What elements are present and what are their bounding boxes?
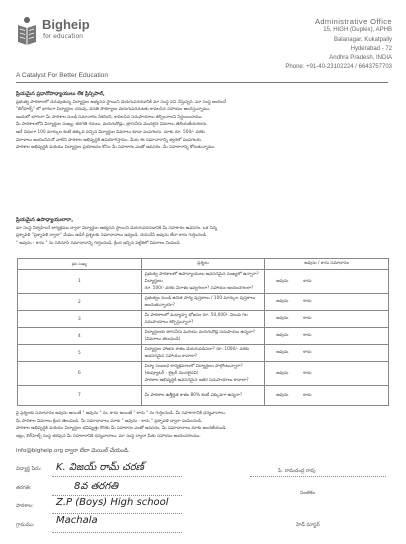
school-label: పాఠశాల: [16,503,34,509]
body-line: ఇందులో భాగంగా మీ పాఠశాల నుండి సమాచారం సేకరించి, కావలసిన సదుపాయాలు కల్పించాలని నిర్ణయించాము. [16,114,203,120]
question-line: విద్యా సంబంధ కార్యక్రమాలలో విద్యార్థులు పాల్గొంటున్నారా? (కంప్యూటర్ - లైబ్రరీ మొదలైనవి) [144,364,243,376]
answer-cell[interactable] [265,362,389,386]
answer-no[interactable]: కాదు [303,299,312,304]
answer-yes[interactable]: అవును [276,370,289,376]
address-line: 15, HIGH (Duplex), APHB [323,27,392,34]
answer-yes[interactable]: అవును [276,350,289,355]
question-line: ప్రభుత్వ పాఠశాలలో ఉపాధ్యాయులు అవసరమైన సంఖ్యలో ఉన్నారా? విద్యార్థులు [144,272,259,284]
answer-cell[interactable] [265,270,389,294]
answer-cell[interactable] [265,294,389,311]
col-header-answer: అవును / కాదు సమాధానం [265,259,389,270]
signatory-name: పి. రామచంద్ర రావు [278,468,316,474]
letter-body [16,91,390,152]
closing-line: పాఠశాల అభివృద్ధికి మరియు విద్యార్థుల భవిష్యత్తు కొరకు మీ సహకారం ఎంతో అవసరం, మీ సమాధానాలు మాకు అందజేయండి. [16,426,227,432]
answer-cell[interactable] [265,328,389,345]
row-number: 5 [18,345,142,362]
row-question [141,328,265,345]
answer-cell[interactable] [265,345,389,362]
bighelp-logo-icon [16,16,38,46]
signature-line [250,476,386,478]
question-line: విద్యార్థులకు తాగునీరు మరియు మరుగుదొడ్ల సదుపాయం ఉన్నదా? (వివరాలు తెలుపండి) [144,330,255,342]
class-label: తరగతి: [16,485,32,491]
salutation: ప్రియమైన ప్రధానోపాధ్యాయులు లేక ప్రిన్సిపాల్, [16,91,105,97]
letter-section-2 [16,217,390,247]
headmaster-label: హెడ్ మాస్టర్ [296,522,320,528]
closing-line: మీ పాఠశాల వివరాలు క్రింద తెలుపండి. మీ సమాధానాలు మాకు " అవును - కాదు " ప్రశ్నావళి ద్వారా పంపించండి. [16,418,203,424]
name-label: విద్యార్థి పేరు: [16,466,42,472]
header-divider [16,82,388,83]
row-number: 4 [18,328,142,345]
row-number: 2 [18,294,142,311]
row-number: 1 [18,270,142,294]
answer-no[interactable]: కాదు [303,392,312,398]
place-line [52,532,182,534]
body-line: "బిగ్‌హెల్ప్" లో భాగంగా విద్యార్థుల చదువు, వసతి సౌకర్యాలు మెరుగుపరచుటకు కావలసిన సహాయం అందిస్తున్నాము. [16,107,211,113]
row-question [141,386,265,406]
answer-yes[interactable]: అవును [276,278,289,284]
answer-yes[interactable]: అవును [276,299,289,304]
row-question [141,270,265,294]
table-header-row [18,259,389,270]
row-question [141,345,265,362]
answer-cell[interactable] [265,311,389,328]
body-line: అదే విధంగా 100 మార్కుల కంటే తక్కువ వచ్చిన విద్యార్థుల వివరాలు కూడా పంపగలరు. మాకు రూ. 500/- వరకు [16,129,205,135]
table-row [18,386,389,406]
answer-no[interactable]: కాదు [303,370,312,376]
body-line: మా సంస్థ నిర్వహించే కార్యక్రమం ద్వారా విద్యార్థుల అభ్యసన స్థాయిని మెరుగుపరచడానికి మీ సహకారం అవసరం. ఒక చిన్న [16,225,218,231]
section-heading: ప్రియమైన ఉపాధ్యాయులారా, [16,217,74,223]
table-row [18,270,389,294]
contact-email[interactable]: info@bighelp.org ద్వారా లేదా మెయిల్ చేయండి. [16,448,130,454]
question-line: ప్రభుత్వం నుండి ఉచిత పాఠ్య పుస్తకాలు / 100 మార్కుల పుస్తకాలు అందుతున్నాయా? [144,296,256,308]
question-line: పాఠశాల అభివృద్ధికి అవసరమైన ఇతర సదుపాయాలు కావాలా? [144,378,249,383]
row-number: 7 [18,386,142,406]
row-question [141,311,265,328]
answer-no[interactable]: కాదు [303,333,312,338]
closing-line: పై ప్రశ్నలకు సమాధానం అవును అయితే " అవును " ను, కాదు అయితే " కాదు " ను గుర్తించండి. మీ సహకారానికి ధన్యవాదాలు. [16,411,227,416]
closing-text [16,410,390,440]
answer-yes[interactable]: అవును [276,316,289,321]
table-row [18,294,389,311]
answer-cell[interactable] [265,386,389,406]
office-address [232,17,392,73]
table-row [18,362,389,386]
question-line: విద్యార్థుల హాజరు శాతం మెరుగుపడినదా? రూ. 1000/- వరకు అవసరమైన సహాయం కావాలా? [144,347,249,359]
col-header-number: క్రమ సంఖ్య [18,259,142,270]
address-line: Andhra Pradesh, INDIA [329,55,392,62]
row-question [141,294,265,311]
body-line: పాఠశాల అభివృద్ధికి మరియు విద్యార్థుల ప్రయోజనం కోసం మీ సహకారం ఎంతో అవసరం. మీ సహకారాన్ని కోరుతున్నాము. [16,145,216,151]
address-title: Administrative Office [314,17,392,26]
place-label: గ్రామము: [16,522,35,528]
body-line: మీ పాఠశాలలోని విద్యార్థుల సంఖ్య, తరగతి గదులు, మరుగుదొడ్లు, త్రాగునీరు మొదలైన వివరాలు తెలియజేయగలరు. [16,122,208,128]
closing-line: ఇట్లు, బిగ్‌హెల్ప్ సంస్థ తరఫున మీ సహకారానికి ధన్యవాదాలు, మా సంస్థ ద్వారా మీకు సహాయం అందించగలము. [16,433,201,439]
school-value[interactable]: Z.P (Boys) High school [56,497,169,508]
question-line: రూ. 500/- వరకు విరాళం ఇవ్వగలరా? సహాయం అందించగలరా? [144,286,254,291]
row-number: 6 [18,362,142,386]
row-number: 3 [18,311,142,328]
col-header-question: ప్రశ్నలు [141,259,265,270]
question-line: మీ పాఠశాలలో మధ్యాహ్న భోజనం రూ. 50,000/- విలువ గల సదుపాయాలు కల్పిస్తున్నారా? [144,313,248,325]
tagline: A Catalyst For Better Education [16,72,108,79]
address-phone: Phone: +91-40-23102224 / 6643757703 [285,64,392,71]
table-row [18,345,389,362]
signature-label: సంతకం [300,490,316,496]
body-line: విరాళాలు అందించినచో వాటిని పాఠశాల అభివృద్ధికి ఉపయోగిస్తాము. మీరు ఈ సమాచారాన్ని త్వరలో పంపగలరు. [16,137,203,143]
table-row [18,311,389,328]
answer-yes[interactable]: అవును [276,333,289,338]
answer-no[interactable]: కాదు [303,278,312,284]
answer-yes[interactable]: అవును [276,392,289,398]
name-value[interactable]: K. విజయ్ రామ్ చరణ్ [56,462,144,473]
address-line: Balanagar, Kukatpally [333,36,392,43]
body-line: ప్రశ్నావళి "ప్రశ్నావళి ద్వారా" మేము అడిగే ప్రశ్నలకు సమాధానాలు ఇవ్వండి. దయచేసి అవును లేదా కాదు గుర్తించండి. [16,233,208,239]
answer-no[interactable]: కాదు [303,316,312,321]
name-line [52,476,182,478]
answer-no[interactable]: కాదు [303,350,312,355]
row-question [141,362,265,386]
brand-subtitle: for education [43,33,83,40]
place-value[interactable]: Machala [56,515,98,526]
body-line: " అవును - కాదు " ను సరిచూసి సమాధానాన్ని గుర్తించండి, క్రింద ఇచ్చిన పట్టికలో వివరాలు నింపండి. [16,240,181,246]
brand-name: Bigheip [42,17,90,32]
body-line: ప్రభుత్వ పాఠశాలలో చదువుతున్న విద్యార్థుల అభ్యసన స్థాయిని మెరుగుపరచడానికి మా సంస్థ పని చేస్తున్నది. మా సంస్థ అందించే [16,99,227,105]
table-row [18,328,389,345]
class-value[interactable]: 8వ తరగతి [74,481,119,492]
questionnaire-table [17,258,389,406]
address-line: Hyderabad - 72 [350,45,392,52]
question-line: మీ పాఠశాల ఉత్తీర్ణత శాతం 80% కంటే ఎక్కువగా ఉన్నదా? [144,393,243,398]
